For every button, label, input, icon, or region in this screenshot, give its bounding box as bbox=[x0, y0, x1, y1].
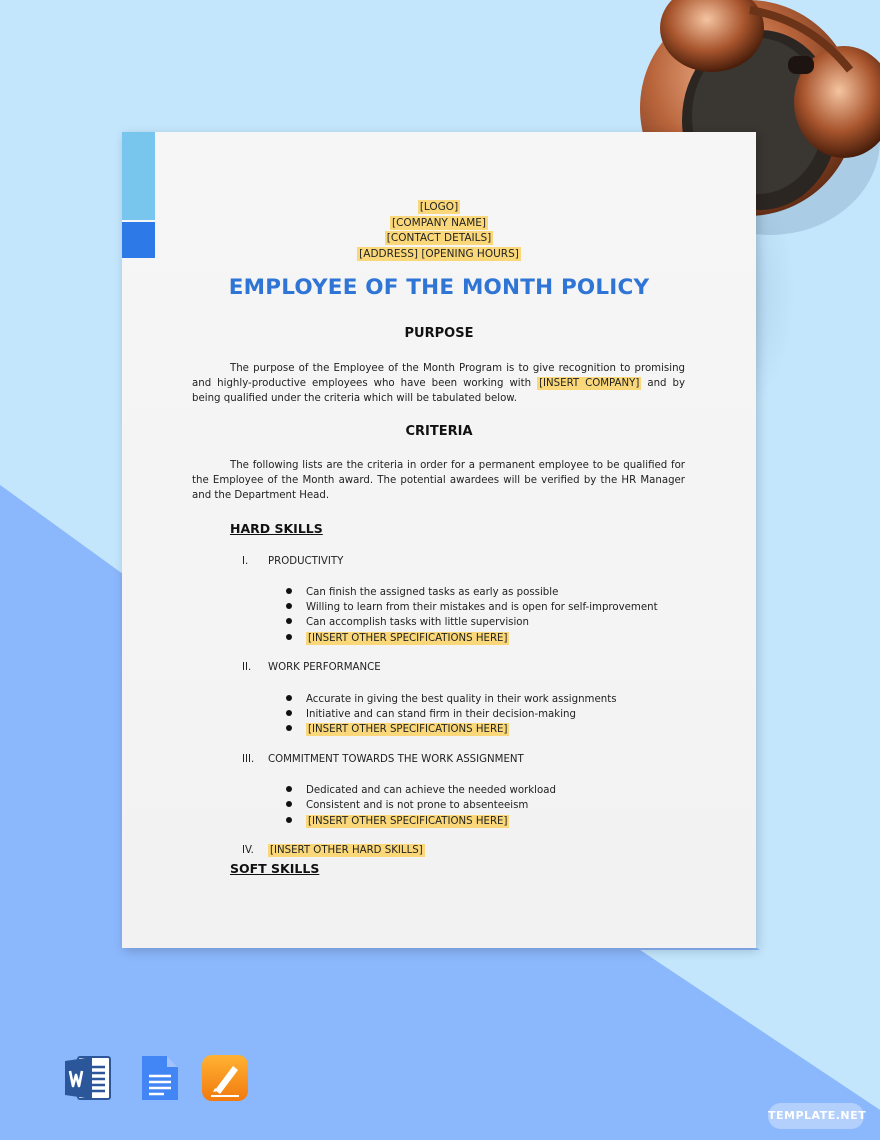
hard-skills-heading: HARD SKILLS bbox=[230, 521, 323, 536]
word-app-icon bbox=[64, 1054, 112, 1102]
list-item: Can finish the assigned tasks as early as possible bbox=[286, 585, 558, 600]
hard-skill-item: IV. [INSERT OTHER HARD SKILLS] bbox=[242, 845, 423, 856]
google-docs-icon bbox=[136, 1054, 184, 1102]
list-item: Can accomplish tasks with little supervision bbox=[286, 615, 529, 630]
list-item: Willing to learn from their mistakes and is open for self-improvement bbox=[286, 600, 658, 615]
list-item: Dedicated and can achieve the needed workload bbox=[286, 783, 556, 798]
purpose-heading: PURPOSE bbox=[404, 326, 474, 341]
list-item: [INSERT OTHER SPECIFICATIONS HERE] bbox=[286, 631, 509, 646]
contact-details-placeholder: [CONTACT DETAILS] bbox=[386, 232, 492, 244]
list-item: Consistent and is not prone to absenteeism bbox=[286, 798, 528, 813]
letterhead bbox=[122, 200, 756, 262]
list-item: Initiative and can stand firm in their decision-making bbox=[286, 707, 576, 722]
logo-placeholder: [LOGO] bbox=[419, 201, 459, 213]
insert-company-placeholder: [INSERT COMPANY] bbox=[539, 378, 640, 390]
soft-skills-heading: SOFT SKILLS bbox=[230, 861, 320, 876]
hard-skill-item: I. PRODUCTIVITY bbox=[242, 556, 344, 567]
criteria-heading: CRITERIA bbox=[405, 424, 473, 439]
address-hours-placeholder: [ADDRESS] [OPENING HOURS] bbox=[359, 247, 519, 260]
hard-skill-item: III. COMMITMENT TOWARDS THE WORK ASSIGNMENT bbox=[242, 754, 524, 765]
document-page bbox=[122, 132, 756, 948]
list-item: Accurate in giving the best quality in their work assignments bbox=[286, 692, 617, 707]
criteria-paragraph: The following lists are the criteria in order for a permanent employee to be qualified for the Employee of the Month award. The potential awardees will be verified by the HR Manager and the Department Head. bbox=[192, 460, 685, 502]
purpose-paragraph: The purpose of the Employee of the Month Program is to give recognition to promising and highly-productive employees who have been working with [INSERT COMPANY] and by being qualified under the criteria which will be tabulated below. bbox=[192, 363, 685, 405]
hard-skill-item: II. WORK PERFORMANCE bbox=[242, 662, 381, 673]
list-item: [INSERT OTHER SPECIFICATIONS HERE] bbox=[286, 722, 509, 737]
pages-app-icon bbox=[201, 1054, 249, 1102]
template-net-badge[interactable]: TEMPLATE.NET bbox=[768, 1103, 864, 1129]
list-item: [INSERT OTHER SPECIFICATIONS HERE] bbox=[286, 814, 509, 829]
company-name-placeholder: [COMPANY NAME] bbox=[391, 216, 487, 229]
document-title: EMPLOYEE OF THE MONTH POLICY bbox=[228, 275, 650, 300]
